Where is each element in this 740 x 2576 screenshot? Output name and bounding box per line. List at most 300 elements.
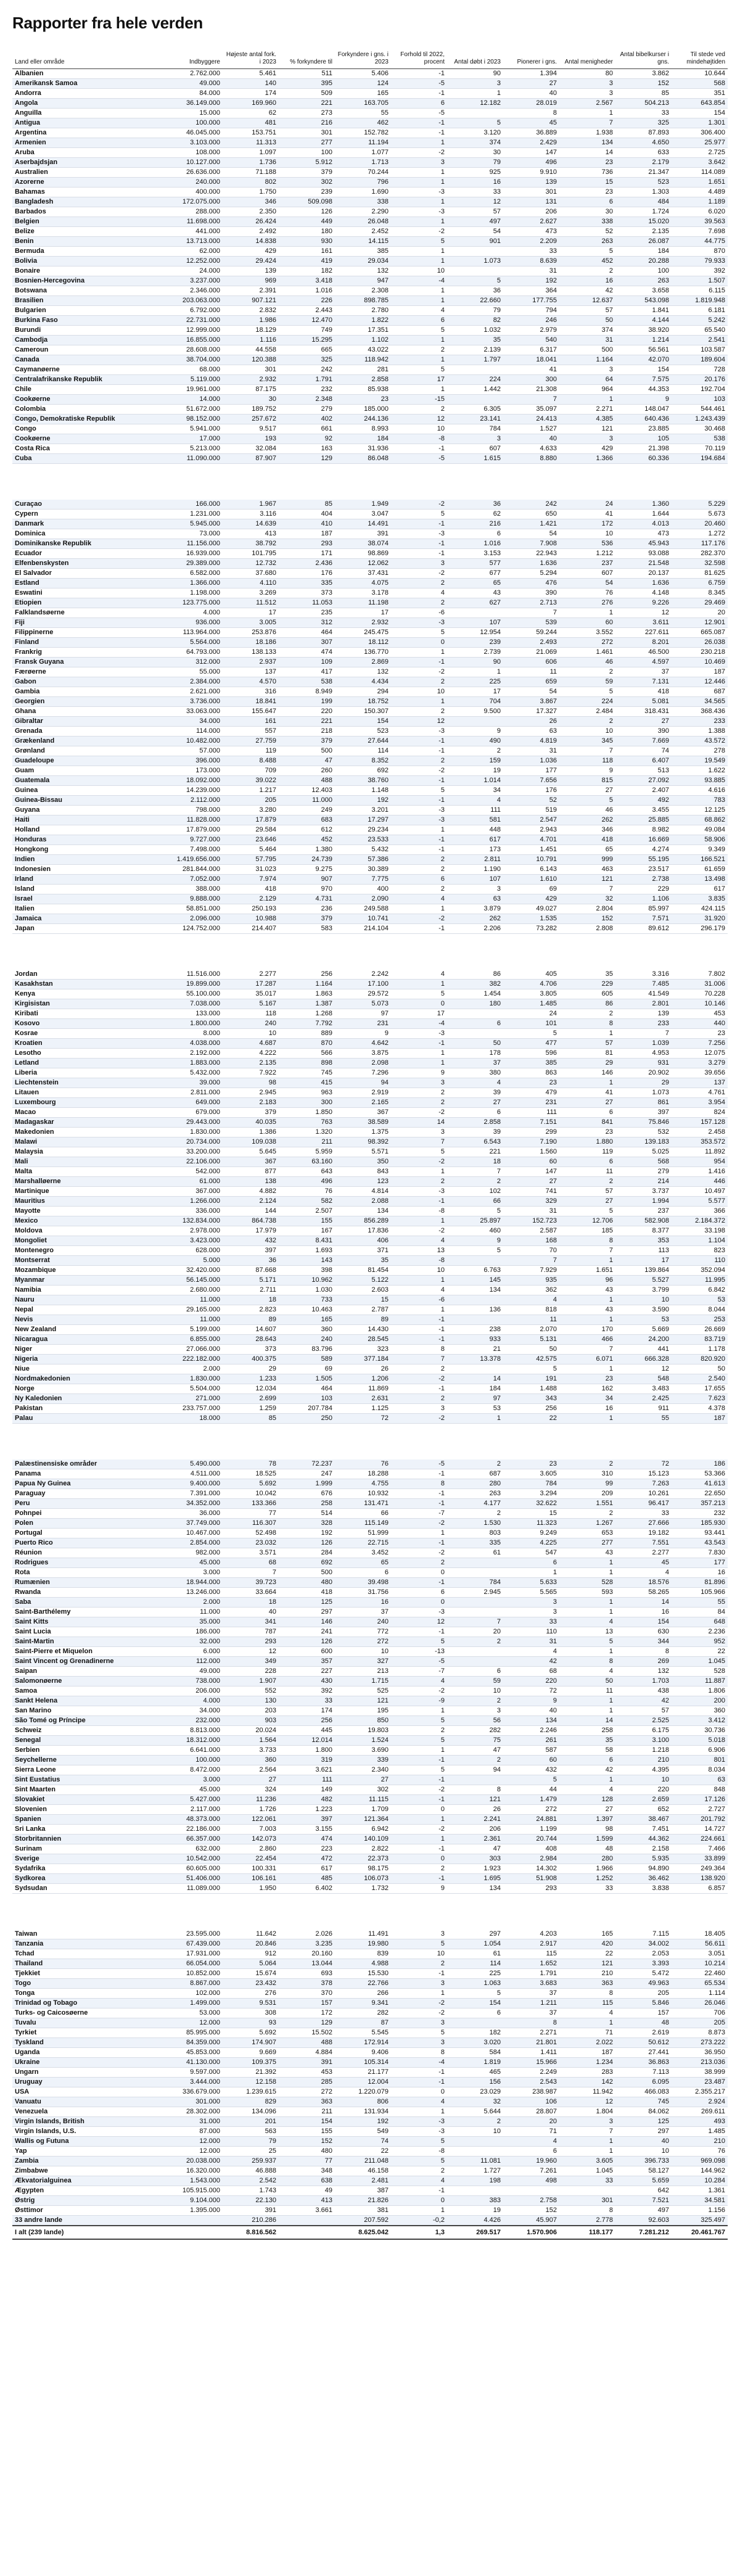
cell-pct-fork: 239 xyxy=(279,188,335,197)
column-header-memorial: Til stede ved mindehøjtiden xyxy=(672,46,728,69)
cell-pct-fork: 47 xyxy=(279,756,335,766)
cell-avg-fork: 2.631 xyxy=(335,1394,391,1404)
cell-pct-fork: 4.731 xyxy=(279,894,335,904)
cell-memorial: 189.604 xyxy=(672,355,728,365)
cell-baptized: 53 xyxy=(447,1404,503,1414)
cell-pct-fork: 1.791 xyxy=(279,375,335,385)
cell-baptized: 803 xyxy=(447,1529,503,1538)
cell-pioneer: 4 xyxy=(503,1647,559,1657)
cell-memorial: 187 xyxy=(672,1414,728,1424)
cell-max-fork: 1.967 xyxy=(223,500,279,510)
cell-pct-fork: 3.155 xyxy=(279,1825,335,1835)
cell-max-fork: 481 xyxy=(223,118,279,128)
cell-pop: 100.000 xyxy=(166,1756,223,1765)
cell-growth: 10 xyxy=(391,1266,447,1276)
table-row xyxy=(12,385,728,395)
cell-pct-fork: 763 xyxy=(279,1118,335,1128)
cell-memorial: 3.642 xyxy=(672,158,728,168)
cell-studies: 20.137 xyxy=(615,569,672,579)
cell-land: Salomonøerne xyxy=(12,1677,166,1686)
cell-pop: 33.200.000 xyxy=(166,1147,223,1157)
cell-baptized xyxy=(447,1598,503,1608)
cell-studies: 45 xyxy=(615,1558,672,1568)
section-spacer-cell xyxy=(12,934,728,970)
cell-studies: 4.650 xyxy=(615,138,672,148)
cell-baptized: 56 xyxy=(447,1716,503,1726)
cell-pop: 288.000 xyxy=(166,207,223,217)
cell-congr: 5 xyxy=(559,1207,615,1216)
cell-memorial: 22 xyxy=(672,1647,728,1657)
cell-pioneer: 1.610 xyxy=(503,875,559,885)
cell-max-fork: 1.986 xyxy=(223,316,279,326)
cell-growth: 0 xyxy=(391,999,447,1009)
cell-land: Centralafrikanske Republik xyxy=(12,375,166,385)
cell-congr: 29 xyxy=(559,1059,615,1068)
cell-congr: 452 xyxy=(559,257,615,266)
cell-congr: 4 xyxy=(559,1617,615,1627)
cell-baptized: 61 xyxy=(447,1949,503,1959)
cell-congr: 2.808 xyxy=(559,924,615,934)
cell-pop: 7.391.000 xyxy=(166,1489,223,1499)
table-row xyxy=(12,2018,728,2028)
cell-pct-fork: 413 xyxy=(279,2196,335,2206)
cell-studies: 6.407 xyxy=(615,756,672,766)
table-row xyxy=(12,1147,728,1157)
cell-land: Georgien xyxy=(12,697,166,707)
cell-growth: 5 xyxy=(391,786,447,796)
cell-pop: 45.000 xyxy=(166,1785,223,1795)
cell-studies: 513 xyxy=(615,766,672,776)
cell-pct-fork: 419 xyxy=(279,257,335,266)
cell-congr: 27 xyxy=(559,1197,615,1207)
cell-land: Uganda xyxy=(12,2048,166,2058)
cell-pop: 6.855.000 xyxy=(166,1335,223,1345)
cell-max-fork: 1.750 xyxy=(223,188,279,197)
cell-pct-fork: 85 xyxy=(279,500,335,510)
cell-avg-fork: 1.375 xyxy=(335,1128,391,1137)
cell-growth: -1 xyxy=(391,539,447,549)
cell-pct-fork: 256 xyxy=(279,1716,335,1726)
cell-max-fork: 2.945 xyxy=(223,1088,279,1098)
cell-studies: 353 xyxy=(615,1236,672,1246)
table-row xyxy=(12,579,728,588)
cell-baptized: 27 xyxy=(447,1098,503,1108)
cell-baptized xyxy=(447,608,503,618)
cell-pioneer: 131 xyxy=(503,197,559,207)
cell-growth: -1 xyxy=(391,1795,447,1805)
cell-land: Indonesien xyxy=(12,865,166,875)
cell-pop: 5.427.000 xyxy=(166,1795,223,1805)
cell-growth: 6 xyxy=(391,1588,447,1598)
cell-max-fork: 969 xyxy=(223,276,279,286)
table-row xyxy=(12,1558,728,1568)
cell-pioneer: 28.019 xyxy=(503,99,559,109)
cell-baptized: 933 xyxy=(447,1335,503,1345)
cell-congr: 5 xyxy=(559,247,615,257)
cell-congr: 99 xyxy=(559,1479,615,1489)
cell-growth: -1 xyxy=(391,1499,447,1509)
cell-baptized: 159 xyxy=(447,756,503,766)
cell-land: Kroatien xyxy=(12,1039,166,1049)
cell-pioneer: 818 xyxy=(503,1305,559,1315)
cell-pct-fork: 20.160 xyxy=(279,1949,335,1959)
table-row xyxy=(12,1949,728,1959)
cell-memorial: 1.485 xyxy=(672,2127,728,2137)
cell-congr: 1 xyxy=(559,2137,615,2147)
cell-max-fork: 214.407 xyxy=(223,924,279,934)
cell-pop: 632.000 xyxy=(166,1844,223,1854)
cell-pop: 20.734.000 xyxy=(166,1137,223,1147)
cell-pioneer: 11 xyxy=(503,667,559,677)
cell-studies: 263 xyxy=(615,276,672,286)
cell-baptized: 17 xyxy=(447,687,503,697)
cell-congr: 14 xyxy=(559,148,615,158)
cell-growth: 1 xyxy=(391,1835,447,1844)
cell-pop: 8.867.000 xyxy=(166,1979,223,1989)
cell-baptized: 1.063 xyxy=(447,1979,503,1989)
cell-baptized: 14 xyxy=(447,1374,503,1384)
cell-growth: -2 xyxy=(391,1999,447,2008)
cell-max-fork: 1.907 xyxy=(223,1677,279,1686)
cell-congr: 30 xyxy=(559,207,615,217)
cell-studies: 438 xyxy=(615,1686,672,1696)
cell-max-fork: 2.711 xyxy=(223,1286,279,1295)
cell-pop: 9.400.000 xyxy=(166,1479,223,1489)
cell-avg-fork: 11.115 xyxy=(335,1795,391,1805)
cell-max-fork: 18.186 xyxy=(223,638,279,648)
cell-max-fork: 57.795 xyxy=(223,855,279,865)
cell-pop: 301.000 xyxy=(166,2097,223,2107)
cell-land: Grønland xyxy=(12,746,166,756)
cell-growth: -2 xyxy=(391,1548,447,1558)
cell-baptized: 335 xyxy=(447,1538,503,1548)
cell-land: Bosnien-Hercegovina xyxy=(12,276,166,286)
cell-baptized: 180 xyxy=(447,999,503,1009)
cell-pioneer: 238.987 xyxy=(503,2087,559,2097)
cell-studies: 4.144 xyxy=(615,316,672,326)
cell-studies: 9.226 xyxy=(615,598,672,608)
cell-growth: -1 xyxy=(391,1325,447,1335)
cell-baptized: 102 xyxy=(447,1187,503,1197)
cell-memorial: 10.644 xyxy=(672,69,728,79)
cell-pop: 1.499.000 xyxy=(166,1999,223,2008)
cell-memorial: 820.920 xyxy=(672,1355,728,1364)
cell-memorial: 32.598 xyxy=(672,559,728,569)
cell-land: Færøerne xyxy=(12,667,166,677)
cell-congr: 121 xyxy=(559,424,615,434)
cell-pioneer: 496 xyxy=(503,158,559,168)
cell-congr: 121 xyxy=(559,1959,615,1969)
cell-baptized xyxy=(447,2018,503,2028)
cell-avg-fork: 2.858 xyxy=(335,375,391,385)
table-row xyxy=(12,2157,728,2166)
cell-avg-fork: 4.434 xyxy=(335,677,391,687)
cell-baptized: 61 xyxy=(447,1548,503,1558)
cell-memorial: 1.189 xyxy=(672,197,728,207)
cell-max-fork: 26.424 xyxy=(223,217,279,227)
cell-land: Tyrkiet xyxy=(12,2028,166,2038)
cell-pct-fork: 583 xyxy=(279,924,335,934)
cell-baptized: 4.426 xyxy=(447,2216,503,2226)
column-header-baptized: Antal døbt i 2023 xyxy=(447,46,503,69)
cell-pop: 8.472.000 xyxy=(166,1765,223,1775)
cell-baptized: 1.454 xyxy=(447,989,503,999)
cell-congr: 258 xyxy=(559,1726,615,1736)
cell-growth: 5 xyxy=(391,628,447,638)
cell-memorial: 2.236 xyxy=(672,1627,728,1637)
cell-congr: 1.252 xyxy=(559,1874,615,1884)
cell-pct-fork: 661 xyxy=(279,424,335,434)
cell-studies: 3.455 xyxy=(615,806,672,815)
cell-land: Jamaica xyxy=(12,914,166,924)
cell-avg-fork: 1.148 xyxy=(335,786,391,796)
cell-growth: 1 xyxy=(391,697,447,707)
cell-congr: 1.966 xyxy=(559,1864,615,1874)
cell-avg-fork: 5.122 xyxy=(335,1276,391,1286)
cell-congr: 86 xyxy=(559,999,615,1009)
cell-studies: 4.274 xyxy=(615,845,672,855)
section-spacer xyxy=(12,934,728,970)
cell-land: Tonga xyxy=(12,1989,166,1999)
cell-pop: 1.198.000 xyxy=(166,588,223,598)
cell-studies: 15.123 xyxy=(615,1469,672,1479)
table-row xyxy=(12,989,728,999)
cell-baptized: 30 xyxy=(447,148,503,158)
cell-pct-fork: 676 xyxy=(279,1489,335,1499)
cell-baptized: 2.945 xyxy=(447,1588,503,1598)
cell-studies: 87.893 xyxy=(615,128,672,138)
cell-baptized: 1.073 xyxy=(447,257,503,266)
cell-avg-fork: 10 xyxy=(335,1647,391,1657)
cell-pop: 6.641.000 xyxy=(166,1746,223,1756)
cell-pop: 17.000 xyxy=(166,434,223,444)
cell-pioneer: 935 xyxy=(503,1276,559,1286)
cell-congr: 1 xyxy=(559,1029,615,1039)
cell-land: Bangladesh xyxy=(12,197,166,207)
cell-pct-fork: 216 xyxy=(279,118,335,128)
cell-congr: 2 xyxy=(559,1009,615,1019)
cell-max-fork: 2.932 xyxy=(223,375,279,385)
column-header-pop: Indbyggere xyxy=(166,46,223,69)
cell-congr: 1.651 xyxy=(559,1266,615,1276)
cell-pop: 61.000 xyxy=(166,1177,223,1187)
cell-growth: -3 xyxy=(391,2117,447,2127)
cell-studies: 16.669 xyxy=(615,835,672,845)
cell-pioneer: 4.225 xyxy=(503,1538,559,1548)
cell-pioneer: 1 xyxy=(503,1568,559,1578)
cell-land: Madagaskar xyxy=(12,1118,166,1128)
cell-memorial: 278 xyxy=(672,746,728,756)
cell-memorial: 19.549 xyxy=(672,756,728,766)
cell-land: Saipan xyxy=(12,1667,166,1677)
cell-pct-fork: 242 xyxy=(279,365,335,375)
cell-pct-fork: 683 xyxy=(279,815,335,825)
cell-growth: 1 xyxy=(391,138,447,148)
cell-pioneer: 21.308 xyxy=(503,385,559,395)
table-row xyxy=(12,1706,728,1716)
cell-baptized: 184 xyxy=(447,1384,503,1394)
table-row xyxy=(12,559,728,569)
cell-growth: 2 xyxy=(391,756,447,766)
table-row xyxy=(12,1499,728,1509)
cell-avg-fork: 140.109 xyxy=(335,1835,391,1844)
cell-max-fork: 7 xyxy=(223,1568,279,1578)
cell-memorial: 366 xyxy=(672,1207,728,1216)
cell-growth: -2 xyxy=(391,569,447,579)
cell-max-fork: 10 xyxy=(223,1029,279,1039)
cell-max-fork: 3.280 xyxy=(223,806,279,815)
cell-land: Saint-Pierre et Miquelon xyxy=(12,1647,166,1657)
cell-land: Bermuda xyxy=(12,247,166,257)
cell-growth: -2 xyxy=(391,1414,447,1424)
cell-pioneer: 152.723 xyxy=(503,1216,559,1226)
cell-max-fork: 4.570 xyxy=(223,677,279,687)
table-row xyxy=(12,316,728,326)
cell-land: Guinea-Bissau xyxy=(12,796,166,806)
cell-pct-fork: 1.863 xyxy=(279,989,335,999)
cell-pct-fork: 15.502 xyxy=(279,2028,335,2038)
cell-max-fork: 907.121 xyxy=(223,296,279,306)
table-row xyxy=(12,855,728,865)
cell-memorial: 39.656 xyxy=(672,1068,728,1078)
cell-memorial: 493 xyxy=(672,2117,728,2127)
cell-avg-fork: 367 xyxy=(335,1108,391,1118)
cell-pioneer: 2.070 xyxy=(503,1325,559,1335)
cell-pop: 22.731.000 xyxy=(166,316,223,326)
table-row xyxy=(12,845,728,855)
cell-congr: 272 xyxy=(559,638,615,648)
cell-avg-fork: 131.934 xyxy=(335,2107,391,2117)
cell-pop: 3.444.000 xyxy=(166,2078,223,2087)
cell-congr: 128 xyxy=(559,1795,615,1805)
cell-baptized: 382 xyxy=(447,980,503,989)
cell-land: Bahamas xyxy=(12,188,166,197)
cell-pioneer: 343 xyxy=(503,1394,559,1404)
cell-pioneer: 6 xyxy=(503,2147,559,2157)
cell-avg-fork: 10.932 xyxy=(335,1489,391,1499)
cell-congr: 7 xyxy=(559,2127,615,2137)
cell-avg-fork: 98.392 xyxy=(335,1137,391,1147)
cell-pct-fork: 176 xyxy=(279,569,335,579)
cell-pioneer: 6 xyxy=(503,1558,559,1568)
cell-max-fork: 3.733 xyxy=(223,1746,279,1756)
cell-memorial: 65.534 xyxy=(672,1979,728,1989)
cell-max-fork: 37.680 xyxy=(223,569,279,579)
cell-memorial: 16 xyxy=(672,1568,728,1578)
cell-baptized: 1.797 xyxy=(447,355,503,365)
cell-studies: 105 xyxy=(615,434,672,444)
cell-avg-fork: 72 xyxy=(335,1414,391,1424)
cell-growth: 7 xyxy=(391,1137,447,1147)
cell-max-fork: 142.073 xyxy=(223,1835,279,1844)
cell-studies: 26.087 xyxy=(615,237,672,247)
cell-studies: 1.073 xyxy=(615,1088,672,1098)
cell-memorial: 137 xyxy=(672,1078,728,1088)
cell-land: Dominica xyxy=(12,529,166,539)
cell-congr: 12 xyxy=(559,2097,615,2107)
cell-baptized: 2 xyxy=(447,1696,503,1706)
cell-baptized xyxy=(447,365,503,375)
cell-pop: 240.000 xyxy=(166,178,223,188)
table-row xyxy=(12,2087,728,2097)
cell-pop: 5.432.000 xyxy=(166,1068,223,1078)
cell-growth: -1 xyxy=(391,924,447,934)
cell-land: Wallis og Futuna xyxy=(12,2137,166,2147)
cell-max-fork: 7.003 xyxy=(223,1825,279,1835)
cell-congr: 43 xyxy=(559,1548,615,1558)
cell-avg-fork: 132 xyxy=(335,266,391,276)
cell-avg-fork: 76 xyxy=(335,1459,391,1469)
table-row xyxy=(12,865,728,875)
table-row xyxy=(12,266,728,276)
cell-studies: 3.393 xyxy=(615,1959,672,1969)
cell-avg-fork: 1.125 xyxy=(335,1404,391,1414)
cell-max-fork: 400.375 xyxy=(223,1355,279,1364)
cell-max-fork: 27.759 xyxy=(223,737,279,746)
cell-congr: 27 xyxy=(559,786,615,796)
table-row xyxy=(12,697,728,707)
cell-land: Ægypten xyxy=(12,2186,166,2196)
cell-avg-fork: 4.075 xyxy=(335,579,391,588)
cell-pop: 85.995.000 xyxy=(166,2028,223,2038)
cell-congr: 24 xyxy=(559,500,615,510)
cell-baptized: 262 xyxy=(447,914,503,924)
cell-memorial: 26.038 xyxy=(672,638,728,648)
cell-land: Indien xyxy=(12,855,166,865)
cell-pct-fork: 474 xyxy=(279,648,335,658)
cell-pop: 5.504.000 xyxy=(166,1384,223,1394)
cell-pioneer: 3.605 xyxy=(503,1469,559,1479)
cell-pop: 281.844.000 xyxy=(166,865,223,875)
cell-growth: -15 xyxy=(391,395,447,405)
cell-pioneer: 45 xyxy=(503,118,559,128)
cell-max-fork: 87.668 xyxy=(223,1266,279,1276)
cell-pop: 8.813.000 xyxy=(166,1726,223,1736)
cell-congr: 31 xyxy=(559,336,615,345)
cell-pioneer: 1.421 xyxy=(503,519,559,529)
cell-pct-fork: 126 xyxy=(279,207,335,217)
cell-pct-fork: 126 xyxy=(279,1637,335,1647)
cell-avg-fork: 839 xyxy=(335,1949,391,1959)
table-row xyxy=(12,197,728,207)
cell-land: Grenada xyxy=(12,727,166,737)
cell-pct-fork: 500 xyxy=(279,746,335,756)
cell-memorial: 210 xyxy=(672,2137,728,2147)
cell-pop: 2.978.000 xyxy=(166,1226,223,1236)
cell-baptized: 22.660 xyxy=(447,296,503,306)
cell-land: Nauru xyxy=(12,1295,166,1305)
cell-max-fork: 201 xyxy=(223,2117,279,2127)
cell-pioneer: 115 xyxy=(503,1949,559,1959)
cell-avg-fork: 339 xyxy=(335,1756,391,1765)
column-header-max-fork: Højeste antal fork. i 2023 xyxy=(223,46,279,69)
cell-memorial: 351 xyxy=(672,89,728,99)
cell-studies: 1.644 xyxy=(615,510,672,519)
cell-max-fork: 324 xyxy=(223,1785,279,1795)
cell-land: Israel xyxy=(12,894,166,904)
cell-land: Turks- og Caicosøerne xyxy=(12,2008,166,2018)
cell-baptized: 107 xyxy=(447,875,503,885)
cell-max-fork: 27 xyxy=(223,1775,279,1785)
column-header-growth: Forhold til 2022, procent xyxy=(391,46,447,69)
cell-growth: 9 xyxy=(391,1884,447,1894)
cell-studies: 29 xyxy=(615,1078,672,1088)
cell-max-fork: 11.313 xyxy=(223,138,279,148)
cell-growth: 3 xyxy=(391,2038,447,2048)
cell-growth: -9 xyxy=(391,1696,447,1706)
cell-growth: 9 xyxy=(391,1068,447,1078)
cell-max-fork: 15.674 xyxy=(223,1969,279,1979)
